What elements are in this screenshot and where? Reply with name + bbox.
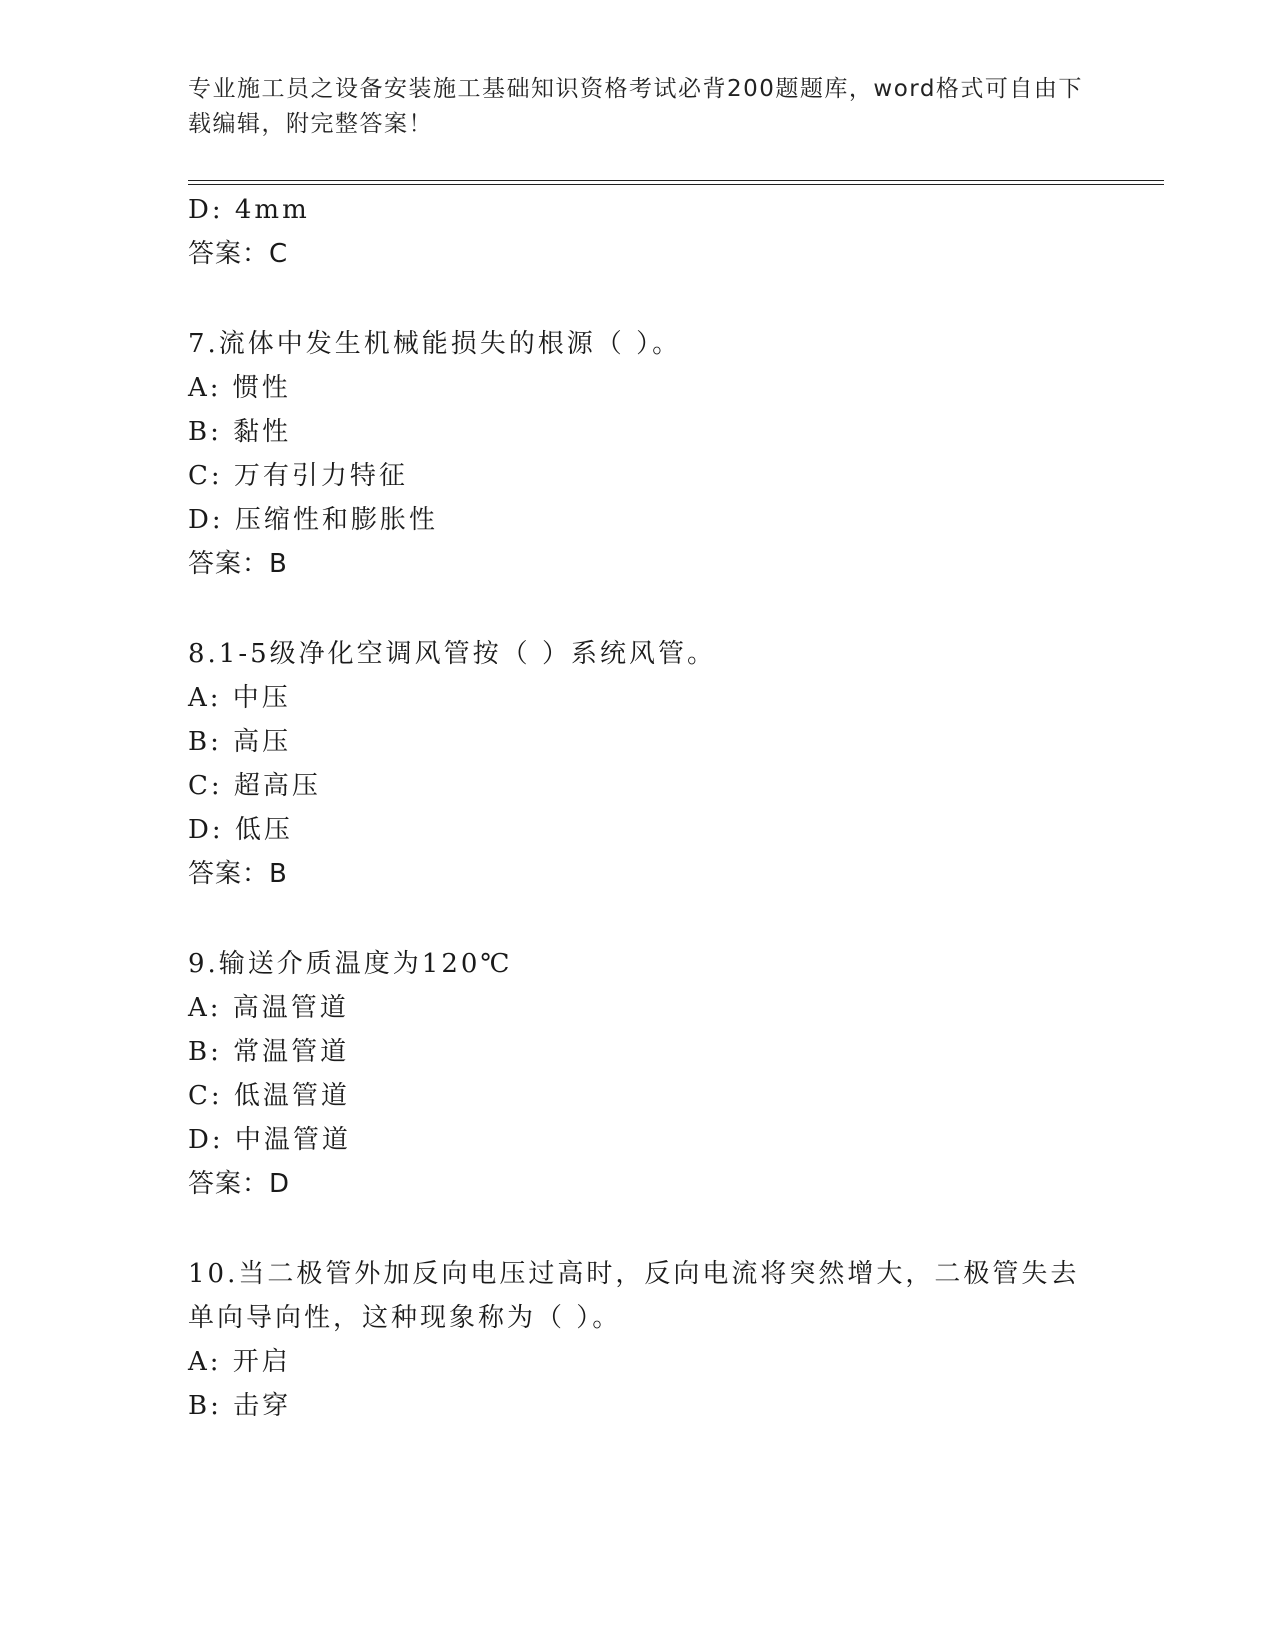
q9-answer: 答案：D: [188, 1169, 291, 1199]
q10-question-line2: 单向导向性，这种现象称为（ ）。: [188, 1303, 622, 1333]
q8-option-d: D: 低压: [188, 815, 293, 845]
q8-question: 8.1-5级净化空调风管按（ ）系统风管。: [188, 639, 716, 669]
q8-option-b: B: 高压: [188, 727, 292, 757]
q10-option-a: A: 开启: [188, 1347, 291, 1377]
q9-question: 9.输送介质温度为120℃: [188, 949, 513, 979]
q7-option-d: D: 压缩性和膨胀性: [188, 505, 438, 535]
q7-option-c: C: 万有引力特征: [188, 461, 408, 491]
q10-question-line1: 10.当二极管外加反向电压过高时，反向电流将突然增大，二极管失去: [188, 1259, 1080, 1289]
q6-answer: 答案：C: [188, 239, 289, 269]
document-header: 专业施工员之设备安装施工基础知识资格考试必背200题题库，word格式可自由下载编辑，附完整答案！: [188, 76, 1083, 137]
q9-option-d: D: 中温管道: [188, 1125, 351, 1155]
q7-option-a: A: 惯性: [188, 373, 291, 403]
q8-option-a: A: 中压: [188, 683, 291, 713]
q8-option-c: C: 超高压: [188, 771, 321, 801]
q7-answer: 答案：B: [188, 549, 288, 579]
header-divider-top: [188, 180, 1164, 181]
q6-option-d: D: 4mm: [188, 195, 310, 225]
q9-option-c: C: 低温管道: [188, 1081, 350, 1111]
header-divider-bottom: [188, 184, 1164, 185]
q8-answer: 答案：B: [188, 859, 288, 889]
q7-question: 7.流体中发生机械能损失的根源（ ）。: [188, 329, 682, 359]
q9-option-b: B: 常温管道: [188, 1037, 350, 1067]
q10-option-b: B: 击穿: [188, 1391, 292, 1421]
q7-option-b: B: 黏性: [188, 417, 292, 447]
q9-option-a: A: 高温管道: [188, 993, 349, 1023]
